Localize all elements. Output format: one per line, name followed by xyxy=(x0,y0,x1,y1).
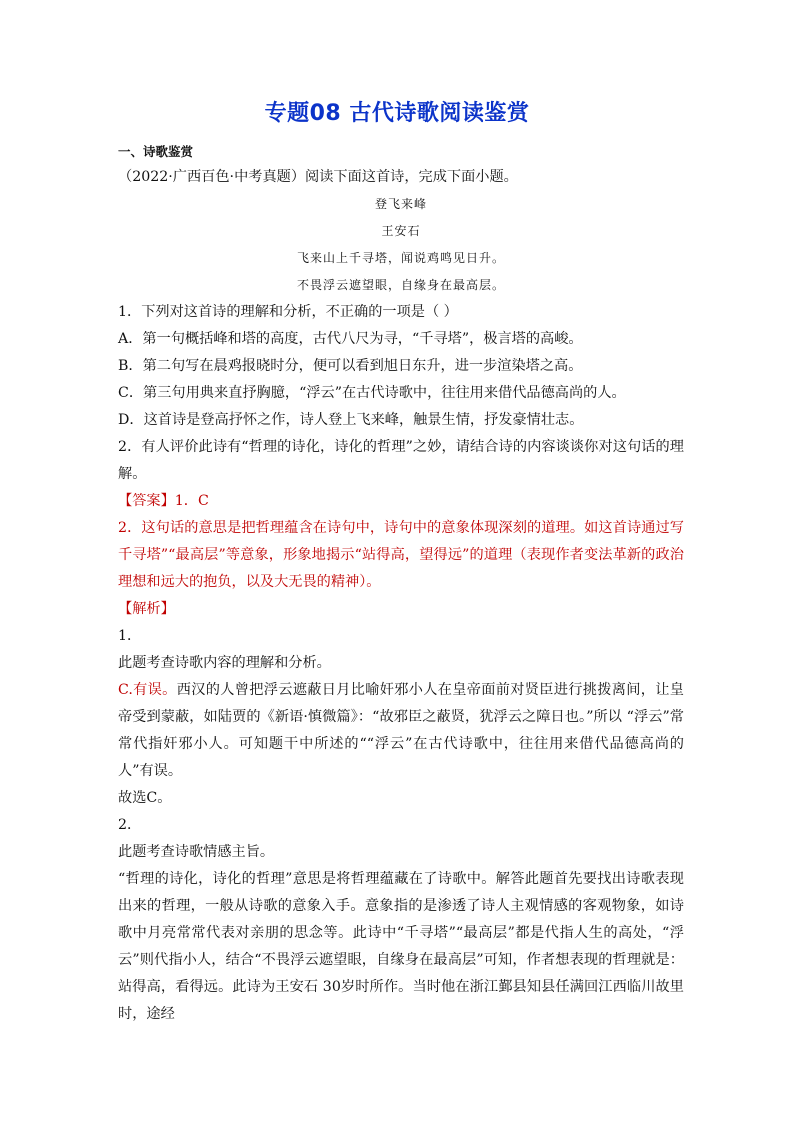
analysis-1-body xyxy=(118,677,684,785)
section-heading: 一、诗歌鉴赏 xyxy=(118,144,194,159)
poem-author: 王安石 xyxy=(381,224,421,238)
poem-line-1: 飞来山上千寻塔，闻说鸡鸣见日升。 xyxy=(296,251,505,265)
question-source: （2022·广西百色·中考真题）阅读下面这首诗，完成下面小题。 xyxy=(118,169,518,185)
answer-label: 【答案】 xyxy=(118,493,175,509)
page-title: 专题08 古代诗歌阅读鉴赏 xyxy=(264,101,530,126)
question-2-stem: 2．有人评价此诗有“哲理的诗化，诗化的哲理”之妙，请结合诗的内容谈谈你对这句话的理解。 xyxy=(118,439,684,482)
analysis-1-topic: 此题考查诗歌内容的理解和分析。 xyxy=(118,655,331,671)
analysis-1-verdict: C.有误。 xyxy=(118,682,177,698)
analysis-2-topic: 此题考查诗歌情感主旨。 xyxy=(118,844,275,860)
poem-title: 登飞来峰 xyxy=(374,197,427,211)
question-1-stem: 1．下列对这首诗的理解和分析，不正确的一项是（ ） xyxy=(118,304,458,320)
analysis-number-2: 2． xyxy=(118,817,142,833)
answer-line xyxy=(118,488,684,515)
document-body xyxy=(118,140,684,1028)
analysis-label: 【解析】 xyxy=(118,601,175,617)
poem-line-2: 不畏浮云遮望眼，自缘身在最高层。 xyxy=(296,278,505,292)
option-c: C．第三句用典来直抒胸臆，“浮云”在古代诗歌中，往往用来借代品德高尚的人。 xyxy=(118,385,626,401)
option-b: B．第二句写在晨鸡报晓时分，便可以看到旭日东升，进一步渲染塔之高。 xyxy=(118,358,583,374)
analysis-number-1: 1． xyxy=(118,628,142,644)
analysis-1-text: 西汉的人曾把浮云遮蔽日月比喻奸邪小人在皇帝面前对贤臣进行挑拨离间，让皇帝受到蒙蔽，如陆贾的《新语·慎微篇》：“故邪臣之蔽贤，犹浮云之障日也。”所以 “浮云”常常代指奸邪小人。可知题干中所述的““浮云”在古代诗歌中，往往用来借代品德高尚的人”有误。 xyxy=(118,682,684,779)
option-a: A．第一句概括峰和塔的高度，古代八尺为寻，“千寻塔”，极言塔的高峻。 xyxy=(118,331,583,347)
option-d: D．这首诗是登高抒怀之作，诗人登上飞来峰，触景生情，抒发豪情壮志。 xyxy=(118,412,584,428)
answer-2: 2．这句话的意思是把哲理蕴含在诗句中，诗句中的意象体现深刻的道理。如这首诗通过写千寻塔”“最高层”等意象，形象地揭示“站得高，望得远”的道理（表现作者变法革新的政治理想和远大的抱负，以及大无畏的精神）。 xyxy=(118,520,684,590)
analysis-2-body: “哲理的诗化，诗化的哲理”意思是将哲理蕴藏在了诗歌中。解答此题首先要找出诗歌表现出来的哲理，一般从诗歌的意象入手。意象指的是渗透了诗人主观情感的客观物象，如诗歌中月亮常常代表对亲朋的思念等。此诗中“千寻塔”“最高层”都是代指人生的高处，“浮云”则代指小人，结合“不畏浮云遮望眼，自缘身在最高层”可知，作者想表现的哲理就是：站得高，看得远。此诗为王安石 30岁时所作。当时他在浙江鄞县知县任满回江西临川故里时，途经 xyxy=(118,871,684,1022)
answer-1: 1．C xyxy=(174,493,209,509)
analysis-1-conclusion: 故选C。 xyxy=(118,790,172,806)
